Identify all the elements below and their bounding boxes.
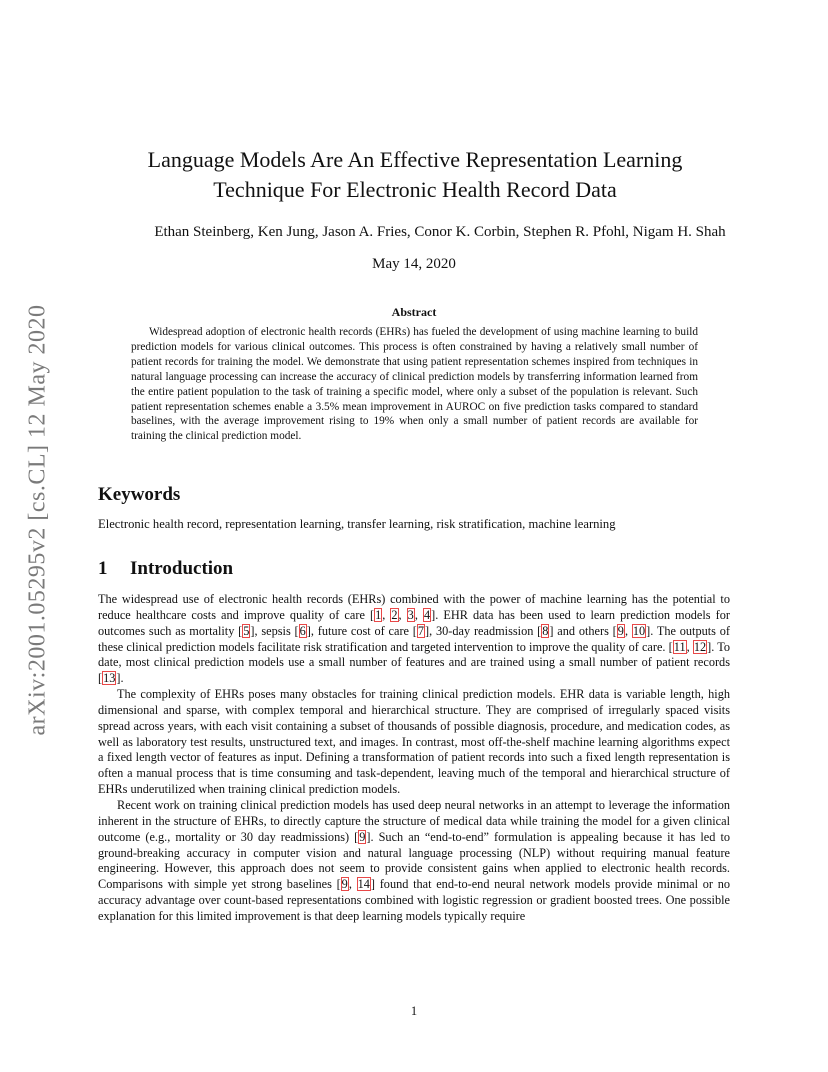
intro-p1-text-4: ], future cost of care [ (306, 623, 417, 638)
citation-link[interactable]: 13 (103, 671, 116, 686)
citation-link[interactable]: 9 (341, 877, 348, 892)
citation-link[interactable]: 14 (357, 877, 370, 892)
citation-link[interactable]: 11 (673, 639, 686, 654)
intro-p1-text-6: ] and others [ (549, 623, 617, 638)
intro-p3-text-2: ]. Such an “end-to-end” formulation is appealing because it has led to ground-breaking accuracy in computer vision and natural language processing (NLP) without requiring manual feature engineering. However, this approach does not seem to provide consistent gains when applied to electronic health records. Comparisons with simple yet strong baselines [ (98, 829, 731, 892)
section-number: 1 (98, 558, 108, 579)
arxiv-identifier-stamp[interactable]: arXiv:2001.05295v2 [cs.CL] 12 May 2020 (24, 304, 51, 736)
title-line-2: Technique For Electronic Health Record Data (213, 177, 617, 202)
citation-link[interactable]: 1 (375, 607, 382, 622)
citation-link[interactable]: 9 (617, 623, 624, 638)
citation-link[interactable]: 5 (243, 623, 250, 638)
intro-paragraph-2: The complexity of EHRs poses many obstacles for training clinical prediction models. EHR data is variable length, high dimensional and sparse, with complex temporal and hierarchical structure. They are comprised of irregularly spaced visits spread across years, with each visit containing a subset of thousands of possible diagnosis, procedure, and medication codes, as well as laboratory test results, unstructured text, and images. In contrast, most off-the-shelf machine learning algorithms expect a fixed length vector of features as input. Defining a transformation of patient records into such a fixed length representation is often a manual process that is time consuming and task-dependent, leaving much of the temporal and hierarchical structure of EHRs underutilized when training clinical prediction models. (98, 687, 730, 797)
keywords-heading: Keywords (98, 484, 181, 505)
intro-p3-text-1: Recent work on training clinical prediction models has used deep neural networks in an attempt to leverage the information inherent in the structure of EHRs, to directly capture the structure of medical data while training the model for a given clinical outcome (e.g., mortality or 30 day readmissions) [ (98, 797, 730, 844)
citation-link[interactable]: 3 (407, 607, 414, 622)
intro-p1-text-9: ]. (116, 671, 124, 686)
page-number: 1 (410, 1004, 418, 1018)
section-heading-introduction (98, 558, 233, 580)
citation-link[interactable]: 10 (632, 623, 646, 638)
paper-title (90, 145, 740, 205)
intro-p1-text-1: The widespread use of electronic health records (EHRs) combined with the power of machine learning has the potential to reduce healthcare costs and improve quality of care [ (98, 592, 730, 622)
abstract-text: Widespread adoption of electronic health records (EHRs) has fueled the development of using machine learning to build prediction models for various clinical outcomes. This process is often constrained by having a relatively small number of patient records for training the model. We demonstrate that using patient representation schemes inspired from techniques in natural language processing can increase the accuracy of clinical prediction models by transferring information learned from the entire patient population to the task of training a specific model, where only a subset of the population is relevant. Such patient representation schemes enable a 3.5% mean improvement in AUROC on five prediction tasks compared to standard baselines, with the average improvement rising to 19% when only a small number of patient records are available for training the clinical prediction model. (131, 326, 698, 443)
abstract-heading: Abstract (391, 305, 437, 319)
citation-link[interactable]: 4 (423, 607, 431, 622)
intro-p1-text-8: ]. To date, most clinical prediction models use a small number of features and are trained using a small number of patient records [ (98, 639, 730, 686)
introduction-body (98, 592, 730, 925)
citation-link[interactable]: 12 (693, 639, 707, 654)
citation-link[interactable]: 9 (359, 829, 366, 844)
title-line-1: Language Models Are An Effective Representation Learning (147, 147, 683, 172)
intro-paragraph-1: The widespread use of electronic health records (EHRs) combined with the power of machine learning has the potential to reduce healthcare costs and improve quality of care [1, 2, 3, 4]. EHR data has been used to learn prediction models for outcomes such as mortality [5], sepsis [6], future cost of care [7], 30-day readmission [8] and others [9, 10]. The outputs of these clinical prediction models facilitate risk stratification and targeted intervention to improve the quality of care. [11, 12]. To date, most clinical prediction models use a small number of features and are trained using a small number of patient records [13]. (98, 592, 730, 686)
citation-link[interactable]: 7 (417, 623, 425, 638)
keywords-text: Electronic health record, representation learning, transfer learning, risk stratification, machine learning (98, 517, 616, 531)
intro-p1-text-5: ], 30-day readmission [ (425, 623, 542, 638)
citation-link[interactable]: 2 (391, 607, 398, 622)
intro-p1-text-7: ]. The outputs of these clinical prediction models facilitate risk stratification and targeted intervention to improve the quality of care. [ (98, 623, 730, 654)
section-title: Introduction (130, 558, 234, 579)
author-list: Ethan Steinberg, Ken Jung, Jason A. Fries, Conor K. Corbin, Stephen R. Pfohl, Nigam H. Shah (154, 224, 726, 240)
citation-link[interactable]: 8 (542, 623, 549, 638)
intro-p1-text-3: ], sepsis [ (250, 623, 299, 638)
intro-p1-text-2: ]. EHR data has been used to learn prediction models for outcomes such as mortality [ (98, 607, 730, 638)
intro-p3-text-3: ] found that end-to-end neural network models provide minimal or no accuracy advantage over count-based representations combined with logistic regression or gradient boosted trees. One possible explanation for this limited improvement is that deep learning models typically require (98, 877, 730, 923)
intro-paragraph-3: Recent work on training clinical prediction models has used deep neural networks in an attempt to leverage the information inherent in the structure of EHRs, to directly capture the structure of medical data while training the model for a given clinical outcome (e.g., mortality or 30 day readmissions) [9]. Such an “end-to-end” formulation is appealing because it has led to ground-breaking accuracy in computer vision and natural language processing (NLP) without requiring manual feature engineering. However, this approach does not seem to provide consistent gains when applied to electronic health records. Comparisons with simple yet strong baselines [9, 14] found that end-to-end neural network models provide minimal or no accuracy advantage over count-based representations combined with logistic regression or gradient boosted trees. One possible explanation for this limited improvement is that deep learning models typically require (98, 797, 731, 923)
citation-link[interactable]: 6 (299, 623, 306, 638)
publication-date: May 14, 2020 (372, 256, 456, 272)
